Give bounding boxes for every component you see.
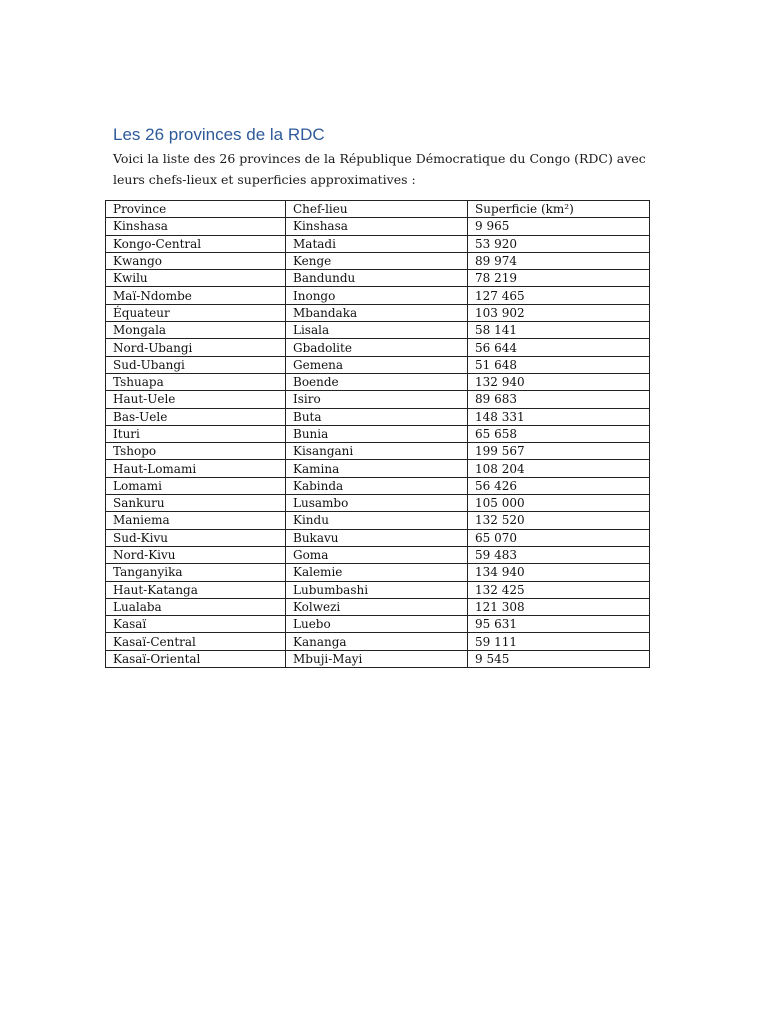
cell-superficie: 9 545 xyxy=(468,650,650,667)
cell-chef-lieu: Lubumbashi xyxy=(286,581,468,598)
cell-chef-lieu: Kananga xyxy=(286,633,468,650)
cell-superficie: 127 465 xyxy=(468,287,650,304)
cell-superficie: 134 940 xyxy=(468,564,650,581)
cell-province: Kwango xyxy=(106,252,286,269)
cell-superficie: 53 920 xyxy=(468,235,650,252)
cell-superficie: 58 141 xyxy=(468,322,650,339)
cell-superficie: 132 425 xyxy=(468,581,650,598)
table-row xyxy=(106,460,650,477)
cell-chef-lieu: Gemena xyxy=(286,356,468,373)
cell-chef-lieu: Kamina xyxy=(286,460,468,477)
cell-province: Ituri xyxy=(106,425,286,442)
table-row xyxy=(106,495,650,512)
cell-chef-lieu: Kenge xyxy=(286,252,468,269)
cell-province: Nord-Kivu xyxy=(106,546,286,563)
table-row xyxy=(106,477,650,494)
column-header-province: Province xyxy=(106,201,286,218)
table-row xyxy=(106,598,650,615)
table-row xyxy=(106,287,650,304)
cell-chef-lieu: Mbuji-Mayi xyxy=(286,650,468,667)
cell-chef-lieu: Kindu xyxy=(286,512,468,529)
cell-chef-lieu: Lisala xyxy=(286,322,468,339)
table-row xyxy=(106,616,650,633)
intro-paragraph: Voici la liste des 26 provinces de la République Démocratique du Congo (RDC) avec leurs chefs-lieux et superficies approximatives : xyxy=(113,151,646,187)
table-row xyxy=(106,373,650,390)
cell-superficie: 199 567 xyxy=(468,443,650,460)
cell-superficie: 89 974 xyxy=(468,252,650,269)
cell-chef-lieu: Isiro xyxy=(286,391,468,408)
cell-province: Kinshasa xyxy=(106,218,286,235)
cell-province: Haut-Katanga xyxy=(106,581,286,598)
table-row xyxy=(106,512,650,529)
table-row xyxy=(106,564,650,581)
cell-province: Sud-Kivu xyxy=(106,529,286,546)
cell-chef-lieu: Kolwezi xyxy=(286,598,468,615)
cell-superficie: 105 000 xyxy=(468,495,650,512)
table-row xyxy=(106,270,650,287)
cell-province: Sankuru xyxy=(106,495,286,512)
cell-province: Tshuapa xyxy=(106,373,286,390)
table-row xyxy=(106,650,650,667)
table-row xyxy=(106,408,650,425)
table-row xyxy=(106,218,650,235)
table-row xyxy=(106,235,650,252)
cell-superficie: 132 520 xyxy=(468,512,650,529)
cell-province: Kasaï-Oriental xyxy=(106,650,286,667)
table-row xyxy=(106,443,650,460)
cell-chef-lieu: Inongo xyxy=(286,287,468,304)
table-body xyxy=(106,218,650,668)
cell-chef-lieu: Luebo xyxy=(286,616,468,633)
cell-province: Lualaba xyxy=(106,598,286,615)
table-row xyxy=(106,391,650,408)
table-row xyxy=(106,529,650,546)
cell-province: Maniema xyxy=(106,512,286,529)
cell-province: Haut-Lomami xyxy=(106,460,286,477)
cell-chef-lieu: Bandundu xyxy=(286,270,468,287)
cell-chef-lieu: Bukavu xyxy=(286,529,468,546)
cell-superficie: 56 644 xyxy=(468,339,650,356)
column-header-superficie: Superficie (km²) xyxy=(468,201,650,218)
cell-superficie: 148 331 xyxy=(468,408,650,425)
cell-province: Haut-Uele xyxy=(106,391,286,408)
cell-superficie: 65 658 xyxy=(468,425,650,442)
cell-superficie: 59 111 xyxy=(468,633,650,650)
table-row xyxy=(106,546,650,563)
cell-chef-lieu: Kabinda xyxy=(286,477,468,494)
cell-superficie: 121 308 xyxy=(468,598,650,615)
column-header-chef-lieu: Chef-lieu xyxy=(286,201,468,218)
cell-chef-lieu: Kisangani xyxy=(286,443,468,460)
cell-province: Sud-Ubangi xyxy=(106,356,286,373)
provinces-table xyxy=(105,200,650,668)
cell-superficie: 59 483 xyxy=(468,546,650,563)
cell-superficie: 89 683 xyxy=(468,391,650,408)
cell-province: Bas-Uele xyxy=(106,408,286,425)
cell-province: Kwilu xyxy=(106,270,286,287)
table-row xyxy=(106,322,650,339)
table-row xyxy=(106,339,650,356)
table-row xyxy=(106,633,650,650)
cell-superficie: 65 070 xyxy=(468,529,650,546)
cell-province: Maï-Ndombe xyxy=(106,287,286,304)
table-row xyxy=(106,252,650,269)
cell-superficie: 9 965 xyxy=(468,218,650,235)
cell-superficie: 78 219 xyxy=(468,270,650,287)
table-header-row xyxy=(106,201,650,218)
cell-province: Tshopo xyxy=(106,443,286,460)
cell-province: Équateur xyxy=(106,304,286,321)
cell-superficie: 103 902 xyxy=(468,304,650,321)
cell-chef-lieu: Kalemie xyxy=(286,564,468,581)
cell-chef-lieu: Buta xyxy=(286,408,468,425)
cell-province: Lomami xyxy=(106,477,286,494)
cell-superficie: 56 426 xyxy=(468,477,650,494)
cell-chef-lieu: Mbandaka xyxy=(286,304,468,321)
table-row xyxy=(106,304,650,321)
cell-superficie: 95 631 xyxy=(468,616,650,633)
cell-chef-lieu: Lusambo xyxy=(286,495,468,512)
cell-superficie: 108 204 xyxy=(468,460,650,477)
table-row xyxy=(106,581,650,598)
document-title: Les 26 provinces de la RDC xyxy=(113,125,325,144)
cell-chef-lieu: Bunia xyxy=(286,425,468,442)
cell-superficie: 132 940 xyxy=(468,373,650,390)
cell-province: Mongala xyxy=(106,322,286,339)
cell-superficie: 51 648 xyxy=(468,356,650,373)
cell-chef-lieu: Kinshasa xyxy=(286,218,468,235)
cell-chef-lieu: Matadi xyxy=(286,235,468,252)
cell-province: Kasaï xyxy=(106,616,286,633)
table-row xyxy=(106,356,650,373)
table-header xyxy=(106,201,650,218)
cell-chef-lieu: Boende xyxy=(286,373,468,390)
cell-province: Nord-Ubangi xyxy=(106,339,286,356)
cell-chef-lieu: Goma xyxy=(286,546,468,563)
cell-chef-lieu: Gbadolite xyxy=(286,339,468,356)
cell-province: Tanganyika xyxy=(106,564,286,581)
cell-province: Kongo-Central xyxy=(106,235,286,252)
cell-province: Kasaï-Central xyxy=(106,633,286,650)
table-row xyxy=(106,425,650,442)
